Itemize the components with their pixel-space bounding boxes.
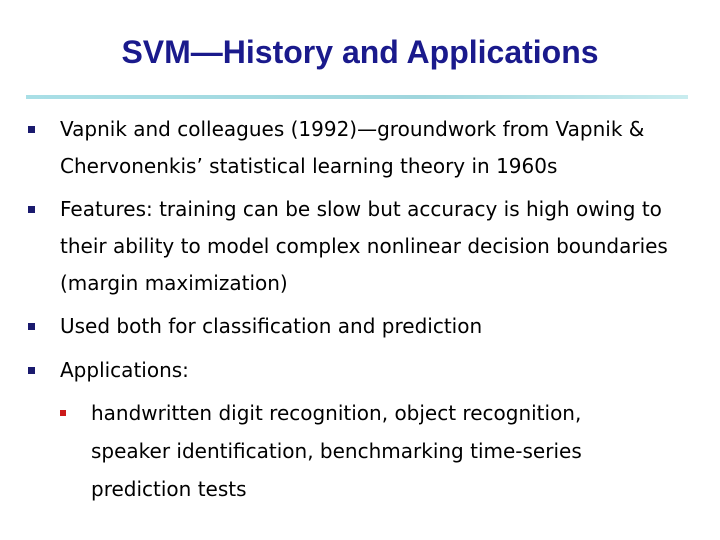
- sub-bullet-text: handwritten digit recognition, object recognition, speaker identification, benchmarking time-series prediction tests: [91, 401, 582, 501]
- bullet-text: Used both for classification and prediction: [60, 314, 483, 338]
- square-bullet-icon: [28, 126, 35, 133]
- bullet-text: Applications:: [60, 358, 189, 382]
- bullet-item: [28, 308, 668, 345]
- square-bullet-icon: [28, 206, 35, 213]
- square-sub-bullet-icon: [60, 410, 66, 416]
- square-bullet-icon: [28, 367, 35, 374]
- bullet-item: [28, 191, 668, 302]
- title-divider: [26, 95, 688, 99]
- slide-title: SVM—History and Applications: [121, 34, 599, 70]
- sub-bullet-item: [60, 394, 660, 508]
- bullet-text: Features: training can be slow but accuracy is high owing to their ability to model complex nonlinear decision boundaries (margin maximization): [60, 197, 668, 295]
- bullet-item: [28, 111, 668, 185]
- bullet-text: Vapnik and colleagues (1992)—groundwork from Vapnik & Chervonenkis’ statistical learning theory in 1960s: [60, 117, 645, 178]
- square-bullet-icon: [28, 323, 35, 330]
- bullet-item: [28, 352, 668, 389]
